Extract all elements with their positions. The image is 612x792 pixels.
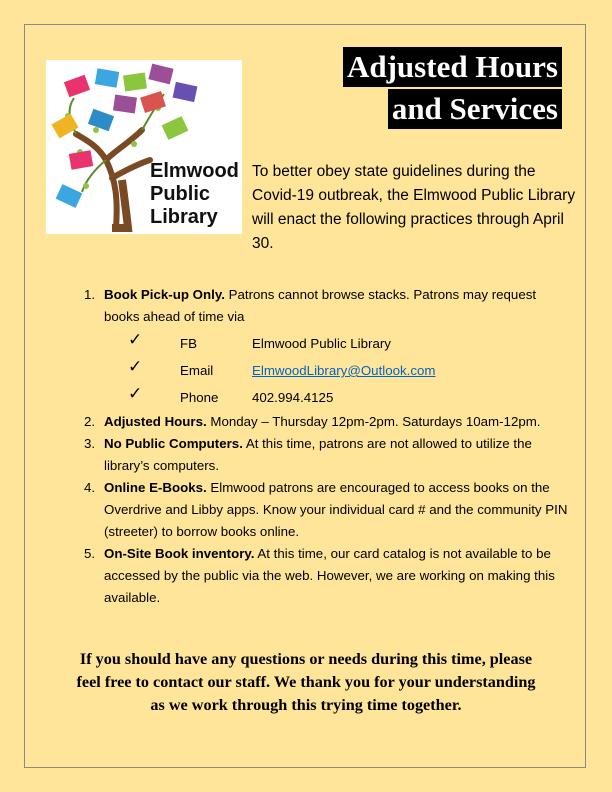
practices-list (84, 284, 574, 609)
contact-value: 402.994.4125 (252, 390, 334, 405)
item-heading: Book Pick-up Only. (104, 287, 225, 302)
checkmark-icon: ✓ (128, 330, 143, 349)
contact-row (84, 384, 574, 411)
logo-line: Elmwood (150, 160, 239, 182)
list-item (84, 543, 574, 609)
contact-label: Phone (180, 390, 219, 405)
item-number: 4. (84, 480, 96, 495)
item-text: At this time, our card catalog is not available to be accessed by the public via the web. However, we are working on making this available. (104, 546, 555, 605)
book-icon (148, 64, 173, 85)
book-icon (113, 95, 137, 114)
contact-label: Email (180, 363, 214, 378)
list-item (84, 411, 574, 433)
list-item (84, 284, 574, 328)
item-text: Elmwood patrons are encouraged to access books on the Overdrive and Libby apps. Know your individual card # and the community PIN (streeter) to borrow books online. (104, 480, 568, 539)
item-heading: On-Site Book inventory. (104, 546, 255, 561)
item-heading: No Public Computers. (104, 436, 243, 451)
logo-wordmark (150, 160, 239, 229)
book-icon (64, 75, 90, 98)
book-icon (173, 82, 198, 102)
book-icon (123, 73, 147, 92)
logo-line: Library (150, 206, 218, 228)
contact-value: Elmwood Public Library (252, 336, 391, 351)
item-number: 3. (84, 436, 96, 451)
item-number: 1. (84, 287, 96, 302)
contact-list (84, 330, 574, 411)
book-icon (69, 150, 93, 170)
checkmark-icon: ✓ (128, 384, 143, 403)
intro-paragraph: To better obey state guidelines during the Covid-19 outbreak, the Elmwood Public Library will enact the following practices through April 30. (252, 163, 576, 252)
item-text: At this time, patrons are not allowed to utilize the library’s computers. (104, 436, 532, 473)
logo-line: Public (150, 183, 211, 205)
contact-row (84, 330, 574, 357)
title-line: and Services (388, 89, 562, 129)
library-logo (46, 60, 242, 234)
list-item (84, 477, 574, 543)
contact-label: FB (180, 336, 197, 351)
email-link[interactable]: ElmwoodLibrary@Outlook.com (252, 363, 436, 378)
book-icon (88, 109, 114, 132)
book-icon (95, 68, 119, 88)
item-text: Patrons cannot browse stacks. Patrons may request books ahead of time via (104, 287, 537, 324)
item-number: 2. (84, 414, 96, 429)
checkmark-icon: ✓ (128, 357, 143, 376)
closing-message: If you should have any questions or needs during this time, please feel free to contact our staff. We thank you for your understanding as we work through this trying time together. (76, 650, 536, 714)
item-text: Monday – Thursday 12pm-2pm. Saturdays 10am-12pm. (206, 414, 541, 429)
item-number: 5. (84, 546, 96, 561)
title-line: Adjusted Hours (343, 47, 562, 87)
book-icon (162, 116, 189, 140)
list-item (84, 433, 574, 477)
item-heading: Online E-Books. (104, 480, 207, 495)
book-icon (56, 184, 83, 208)
page-title (343, 46, 562, 130)
contact-row (84, 357, 574, 384)
book-icon (140, 91, 166, 113)
item-heading: Adjusted Hours. (104, 414, 207, 429)
